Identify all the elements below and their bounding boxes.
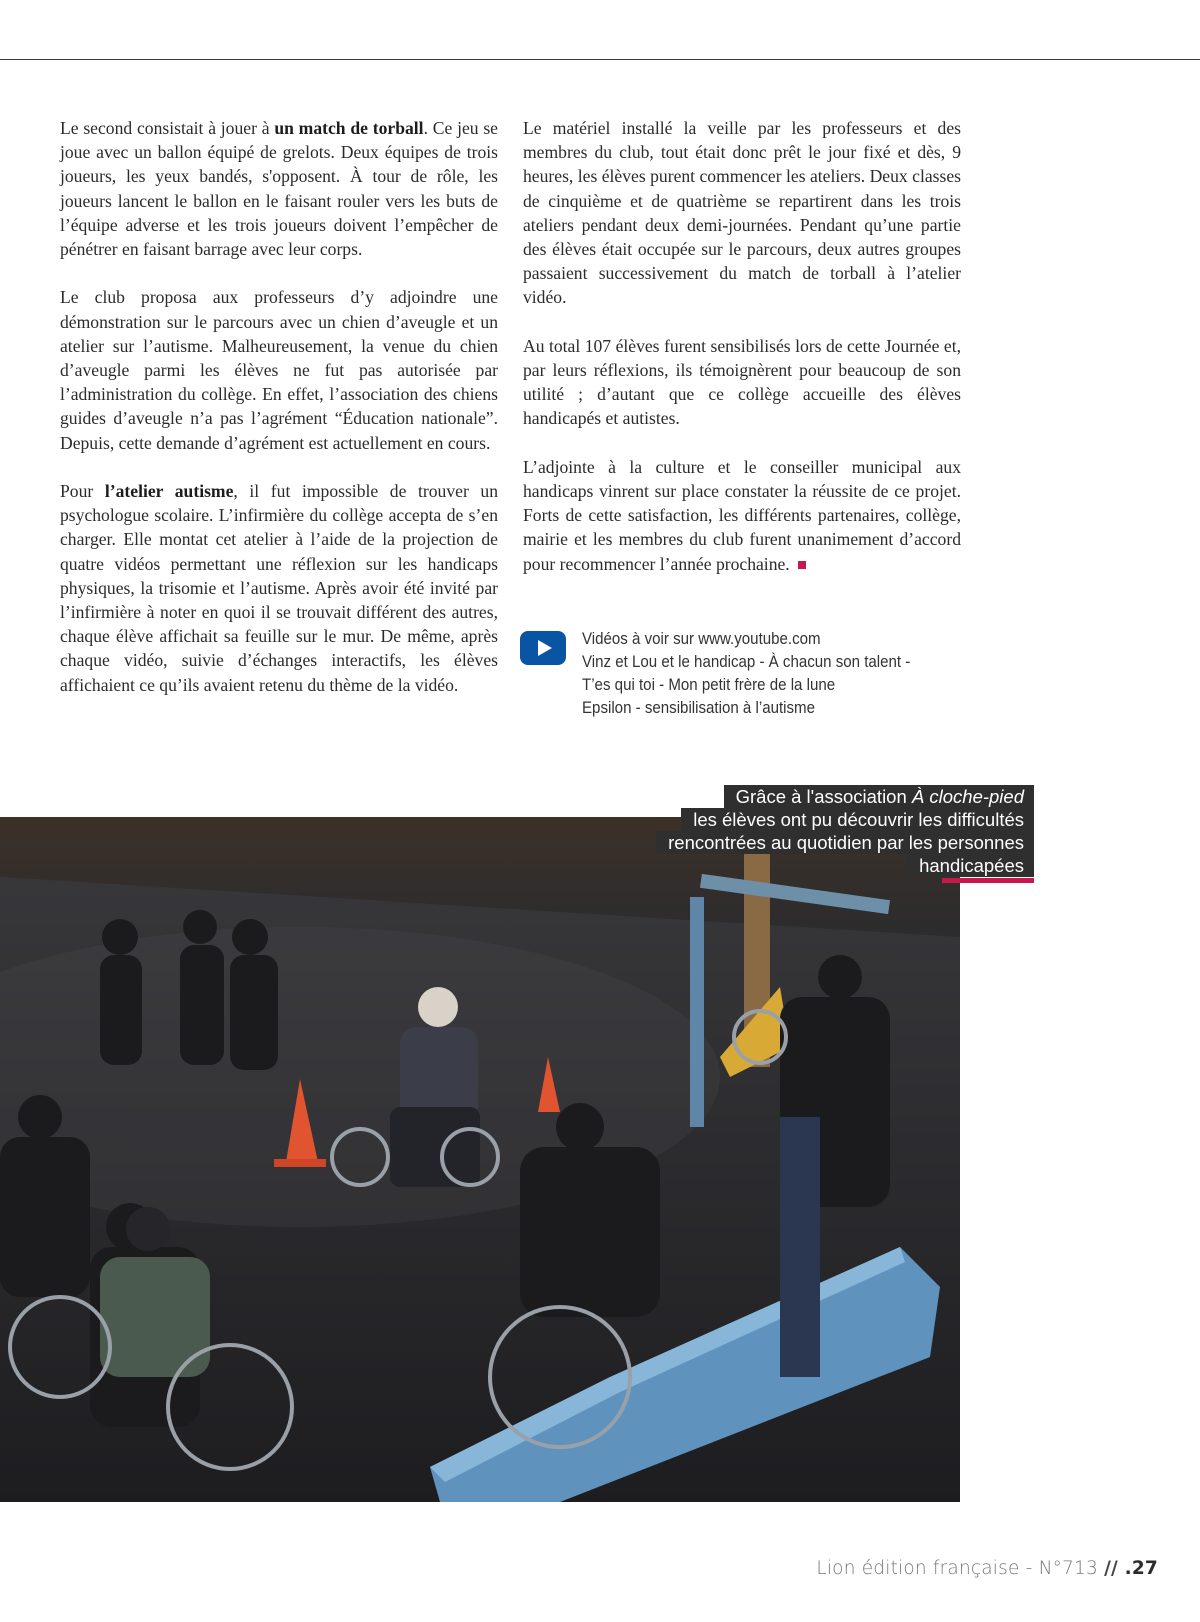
- video-list-item: Vinz et Lou et le handicap - À chacun son talent -: [582, 653, 911, 671]
- paragraph-equipment: Le matériel installé la veille par les professeurs et des membres du club, tout était donc prêt le jour fixé et dès, 9 heures, les élèves purent commencer les ateliers. Deux classes de cinquième et de quatrième se repartirent dans les trois ateliers pendant deux demi-journées. Pendant qu’une partie des élèves était occupée sur le parcours, deux autres groupes passaient successivement du match de torball à l’atelier vidéo.: [523, 118, 961, 308]
- photo-illustration: [0, 817, 960, 1502]
- video-list: [582, 628, 932, 720]
- page-number: .27: [1117, 1558, 1158, 1579]
- video-list-item: T’es qui toi - Mon petit frère de la lune: [582, 676, 836, 694]
- caption-accent-bar: [942, 878, 1034, 883]
- event-photo: [0, 817, 960, 1502]
- bold-torball: un match de torball: [274, 118, 424, 138]
- paragraph-guide-dog: Le club proposa aux professeurs d’y adjoindre une démonstration sur le parcours avec un chien d’aveugle et un atelier sur l’autisme. Malheureusement, la venue du chien d’aveugle parmi les élèves ne fut pas autorisée par l’administration du collège. En effet, l’association des chiens guides d’aveugle n’a pas l’agrément “Éducation nationale”. Depuis, cette demande d’agrément est actuellement en cours.: [60, 287, 498, 453]
- top-rule: [0, 59, 1200, 60]
- video-list-item[interactable]: Vidéos à voir sur www.youtube.com: [582, 630, 821, 648]
- caption-line: handicapées: [907, 854, 1034, 877]
- paragraph-torball: Le second consistait à jouer à un match de torball. Ce jeu se joue avec un ballon équipé de grelots. Deux équipes de trois joueurs, les yeux bandés, s'opposent. À tour de rôle, les joueurs lancent le ballon en le faisant rouler vers les buts de l’équipe adverse et les trois joueurs doivent l’empêcher de pénétrer en faisant barrage avec leur corps.: [60, 118, 498, 260]
- caption-line: rencontrées au quotidien par les personnes: [656, 831, 1034, 854]
- end-mark-icon: [798, 561, 806, 569]
- video-list-item: Epsilon - sensibilisation à l’autisme: [582, 699, 816, 717]
- photo-caption: [656, 785, 1034, 877]
- paragraph-conclusion: L’adjointe à la culture et le conseiller municipal aux handicaps vinrent sur place constater la réussite de ce projet. Forts de cette satisfaction, les différents partenaires, collège, mairie et les membres du club furent unanimement d’accord pour recommencer l’année prochaine.: [523, 456, 961, 574]
- caption-line: Grâce à l'association À cloche-pied: [724, 785, 1034, 808]
- page-footer: [816, 1558, 1158, 1579]
- youtube-play-icon[interactable]: [520, 631, 566, 665]
- publication-name: Lion édition française - N°713: [816, 1558, 1105, 1579]
- paragraph-total-students: Au total 107 élèves furent sensibilisés lors de cette Journée et, par leurs réflexions, ils témoignèrent pour beaucoup de son utilité ; d’autant que ce collège accueille des élèves handicapés et autistes.: [523, 335, 961, 429]
- article-right-column: [523, 116, 961, 576]
- paragraph-autism-workshop: Pour l’atelier autisme, il fut impossible de trouver un psychologue scolaire. L’infirmière du collège accepta de s’en charger. Elle montat cet atelier à l’aide de la projection de quatre vidéos permettant une réflexion sur les handicaps physiques, la trisomie et l’autisme. Après avoir été invité par l’infirmière à noter en quoi il se trouvait différent des autres, chaque élève affichait sa feuille sur le mur. De même, après chaque vidéo, suivie d’échanges interactifs, les élèves affichaient ce qu’ils avaient retenu du thème de la vidéo.: [60, 481, 499, 695]
- caption-line: les élèves ont pu découvrir les difficultés: [681, 808, 1034, 831]
- footer-separator: //: [1104, 1558, 1118, 1579]
- article-left-column: [60, 116, 498, 697]
- bold-autism-workshop: l’atelier autisme: [104, 481, 234, 502]
